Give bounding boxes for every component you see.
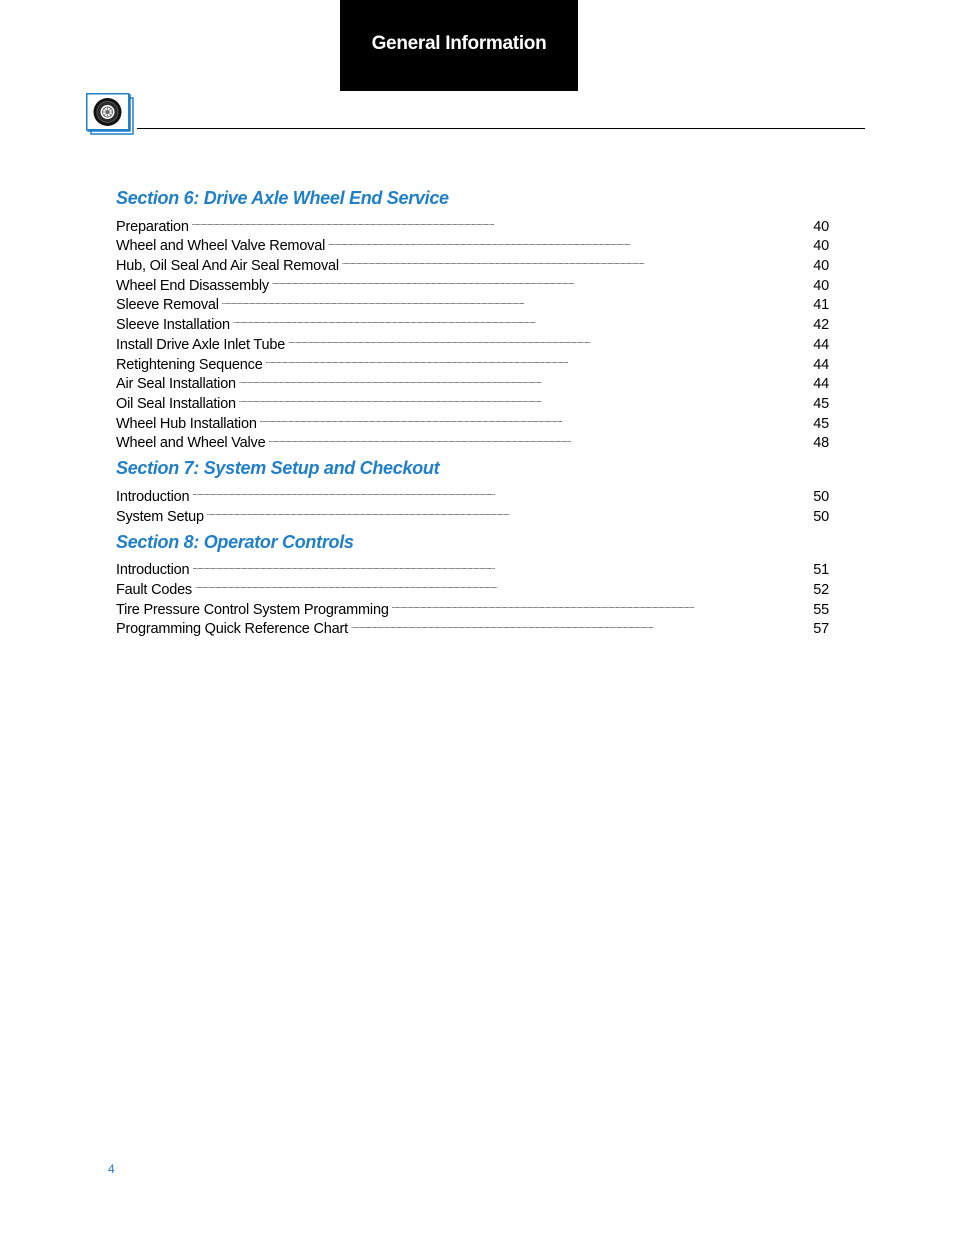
toc-entry[interactable] — [116, 211, 829, 235]
toc-entry-page: 55 — [813, 601, 829, 618]
dot-leader — [351, 614, 811, 634]
toc-list — [116, 555, 829, 638]
dot-leader — [192, 481, 811, 501]
toc-entry[interactable] — [116, 290, 829, 314]
toc-entry[interactable] — [116, 501, 829, 525]
dot-leader — [392, 594, 811, 614]
toc-entry-label: Air Seal Installation — [116, 376, 236, 393]
dot-leader — [222, 290, 811, 310]
dot-leader — [342, 250, 811, 270]
table-of-contents — [116, 185, 829, 641]
toc-entry-label: Introduction — [116, 488, 190, 505]
toc-entry[interactable] — [116, 309, 829, 334]
toc-entry-page: 40 — [813, 258, 829, 275]
toc-entry-page: 45 — [813, 415, 829, 432]
dot-leader — [328, 231, 811, 251]
dot-leader — [207, 501, 811, 521]
toc-entry-page: 50 — [813, 488, 829, 505]
toc-entry-page: 44 — [813, 356, 829, 373]
toc-entry[interactable] — [116, 594, 829, 618]
dot-leader — [239, 369, 811, 389]
section-heading: Section 7: System Setup and Checkout — [116, 458, 440, 479]
toc-entry-page: 42 — [813, 317, 829, 334]
toc-entry-page: 50 — [813, 508, 829, 525]
toc-entry-page: 52 — [813, 582, 829, 598]
toc-entry-page: 44 — [813, 336, 829, 353]
toc-entry-page: 40 — [813, 238, 829, 255]
toc-entry-page: 57 — [813, 621, 829, 638]
toc-entry-label: Wheel End Disassembly — [116, 277, 269, 294]
toc-entry-label: Introduction — [116, 562, 190, 579]
section-heading: Section 8: Operator Controls — [116, 531, 354, 552]
dot-leader — [239, 388, 811, 408]
toc-entry-label: Sleeve Removal — [116, 297, 219, 314]
dot-leader — [233, 309, 811, 329]
dot-leader — [288, 329, 811, 349]
toc-list — [116, 211, 829, 452]
dot-leader — [260, 408, 811, 428]
header-rule — [137, 128, 865, 129]
toc-entry-label: Hub, Oil Seal And Air Seal Removal — [116, 258, 339, 275]
toc-entry-label: Programming Quick Reference Chart — [116, 621, 348, 638]
toc-entry-page: 51 — [813, 562, 829, 579]
toc-entry-label: Tire Pressure Control System Programming — [116, 601, 389, 618]
toc-entry-label: System Setup — [116, 508, 204, 525]
toc-entry-label: Sleeve Installation — [116, 317, 230, 334]
toc-entry-label: Wheel and Wheel Valve Removal — [116, 238, 326, 255]
toc-entry-label: Oil Seal Installation — [116, 395, 236, 412]
toc-entry-page: 40 — [813, 277, 829, 294]
toc-entry-page: 40 — [813, 218, 829, 235]
dot-leader — [195, 574, 811, 594]
toc-entry[interactable] — [116, 574, 829, 598]
toc-entry[interactable] — [116, 555, 829, 579]
section-heading: Section 6: Drive Axle Wheel End Service — [116, 188, 449, 208]
toc-entry-label: Install Drive Axle Inlet Tube — [116, 336, 286, 353]
toc-entry-label: Wheel and Wheel Valve — [116, 435, 266, 452]
toc-list — [116, 481, 829, 525]
dot-leader — [266, 349, 811, 369]
dot-leader — [268, 428, 811, 448]
dot-leader — [192, 555, 811, 575]
tire-icon — [86, 93, 136, 135]
toc-entry-page: 44 — [813, 376, 829, 393]
header-tab — [340, 0, 578, 91]
toc-entry-label: Retightening Sequence — [116, 356, 263, 373]
toc-entry-page: 41 — [813, 297, 829, 314]
toc-entry-label: Fault Codes — [116, 582, 192, 598]
dot-leader — [192, 211, 811, 231]
toc-entry-page: 48 — [813, 435, 829, 452]
toc-entry[interactable] — [116, 231, 829, 255]
toc-entry-label: Wheel Hub Installation — [116, 415, 257, 432]
toc-entry-page: 45 — [813, 395, 829, 412]
toc-entry[interactable] — [116, 481, 829, 505]
toc-entry-label: Preparation — [116, 218, 189, 235]
page-title: General Information — [371, 33, 547, 54]
dot-leader — [272, 270, 811, 290]
page-number: 4 — [108, 1162, 115, 1176]
